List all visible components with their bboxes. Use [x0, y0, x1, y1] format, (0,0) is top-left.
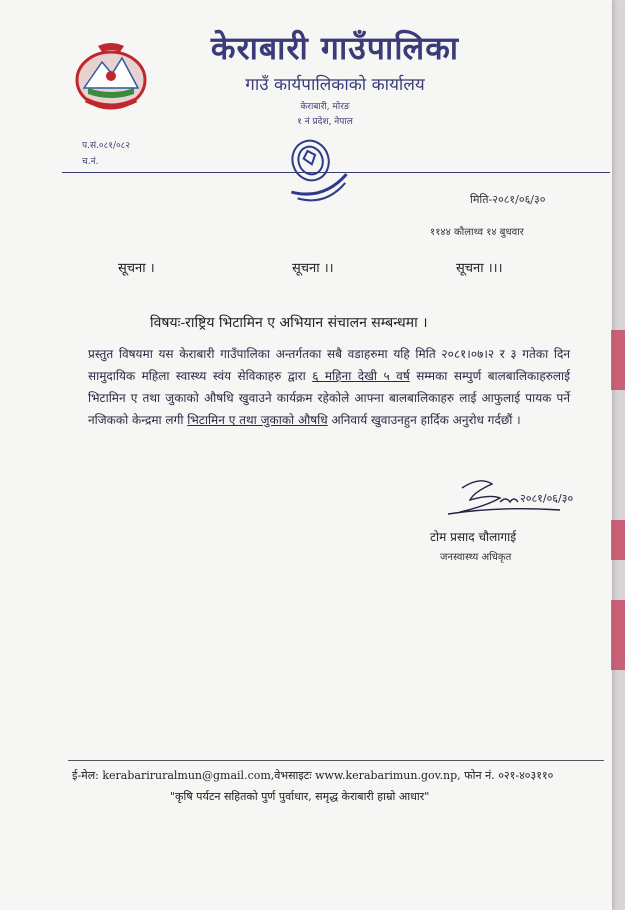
subject-line: विषयः-राष्ट्रिय भिटामिन ए अभियान संचालन सम्बन्धमा । — [150, 315, 428, 331]
nepal-emblem-logo — [68, 40, 154, 114]
dispatch-number: च.नं. — [82, 157, 99, 167]
reference-number: प.सं.०८१/०८२ — [82, 141, 131, 151]
notice-heading-2: सूचना ।। — [292, 261, 334, 276]
background-edge — [611, 330, 625, 390]
notice-heading-3: सूचना ।।। — [456, 261, 503, 276]
address-line-2: १ नं प्रदेश, नेपाल — [297, 117, 353, 127]
office-name: गाउँ कार्यपालिकाको कार्यालय — [245, 75, 425, 95]
footer-divider — [68, 760, 604, 761]
body-text-underlined-age-range: ६ महिना देखी ५ वर्ष — [312, 369, 410, 383]
body-text-part-2: सम्मका सम्पुर्ण बालबालिकाहरुलाई भिटामिन ए तथा जुकाको औषधि खुवाउने कार्यक्रम रहेकोले आफ्ना बालबालिकाहरु लाई आफुलाई पायक पर्ने नजिकको केन्द्रमा लगी — [88, 369, 570, 427]
handwritten-signature — [440, 472, 590, 522]
body-text-part-3: अनिवार्य खुवाउनहुन हार्दिक अनुरोध गर्दछौं । — [327, 413, 521, 427]
footer-contact: ई-मेल: kerabariruralmun@gmail.com,वेभसाइटः www.kerabarimun.gov.np, फोन नं. ०२१-४०३११० — [72, 769, 554, 782]
reference-block — [82, 138, 130, 170]
address — [250, 100, 400, 130]
background-edge — [611, 600, 625, 670]
signatory-name: टोम प्रसाद चौलागाई — [430, 530, 517, 544]
document-date: मिति-२०८१/०६/३० — [470, 193, 546, 206]
signature-date: २०८१/०६/३० — [520, 492, 574, 505]
body-paragraph — [88, 343, 570, 431]
address-line-1: केराबारी, मोरङ — [300, 102, 350, 112]
background-edge — [611, 520, 625, 560]
signatory-title: जनस्वास्थ्य अधिकृत — [440, 552, 512, 563]
nepal-sambat-date: ११४४ कौलाथ्व १४ बुधवार — [430, 227, 524, 238]
body-text-part-1: प्रस्तुत विषयमा यस केराबारी गाउँपालिका अन्तर्गतका सबै वडाहरुमा यहि मिति २०८१।०७।२ र ३ गतेका दिन सामुदायिक महिला स्वास्थ्य स्वंय सेविकाहरु द्वारा — [88, 347, 570, 383]
body-text-underlined-medicine: भिटामिन ए तथा जुकाको औषधि — [187, 413, 328, 427]
notice-heading-1: सूचना । — [118, 261, 155, 276]
organization-name: केराबारी गाउँपालिका — [210, 29, 460, 67]
footer-slogan: "कृषि पर्यटन सहितको पुर्ण पुर्वाधार, समृद्ध केराबारी हाम्रो आधार" — [170, 790, 430, 803]
official-stamp — [268, 130, 360, 212]
